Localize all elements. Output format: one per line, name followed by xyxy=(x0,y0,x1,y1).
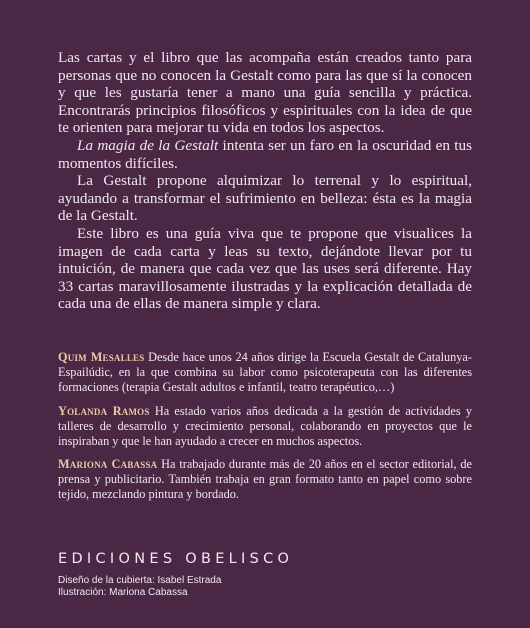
author-name: Mariona Cabassa xyxy=(58,457,158,472)
author-bio xyxy=(58,404,472,449)
description-paragraph: Este libro es una guía viva que te propone que visualices la imagen de cada carta y leas su texto, dejándote llevar por tu intuición, de manera que cada vez que las uses será diferente. Hay 33 cartas maravillosamente ilustradas y la explicación detallada de cada una de ellas de manera simple y clara. xyxy=(58,224,472,313)
author-bio-text: Ha estado varios años dedicada a la gestión de actividades y talleres de desarrollo y crecimiento personal, colaborando en proyectos que le inspiraban y que le han ayudado a crecer en muchos aspectos. xyxy=(58,403,473,448)
illustration-credit: Ilustración: Mariona Cabassa xyxy=(58,586,188,598)
description-paragraph: Las cartas y el libro que las acompaña están creados tanto para personas que no conocen la Gestalt como para las que sí la conocen y que les gustaría tener a mano una guía sencilla y práctica. Encontrarás principios filosóficos y espirituales con la idea de que te orienten para mejorar tu vida en todos los aspectos. xyxy=(58,49,472,137)
publisher-name: EDICIONES OBELISCO xyxy=(58,551,294,567)
description-text xyxy=(58,49,472,313)
author-name: Yolanda Ramos xyxy=(58,403,150,418)
author-name: Quim Mesalles xyxy=(58,350,145,364)
author-bio-text: Desde hace unos 24 años dirige la Escuela Gestalt de Catalunya-Espailúdic, en la que combina su labor como psicoterapeuta con las diferentes formaciones (terapia Gestalt adultos e infantil, teatro terapéutico,…) xyxy=(58,350,472,394)
author-bio-text: Ha trabajado durante más de 20 años en el sector editorial, de prensa y publicitario. También trabaja en gran formato tanto en papel como sobre tejido, mezclando pintura y bordado. xyxy=(58,457,472,502)
credits xyxy=(58,575,221,598)
book-title: La magia de la Gestalt xyxy=(77,136,219,154)
description-paragraph xyxy=(58,137,472,172)
author-bio xyxy=(58,457,472,502)
description-paragraph-rest: intenta ser un faro en la oscuridad en tus momentos difíciles. xyxy=(58,136,473,172)
cover-design-credit: Diseño de la cubierta: Isabel Estrada xyxy=(58,575,222,586)
description-paragraph: La Gestalt propone alquimizar lo terrenal y lo espiritual, ayudando a transformar el sufrimiento en belleza: ésta es la magia de la Gestalt. xyxy=(58,172,472,225)
author-bios xyxy=(58,350,472,511)
author-bio xyxy=(58,350,472,395)
